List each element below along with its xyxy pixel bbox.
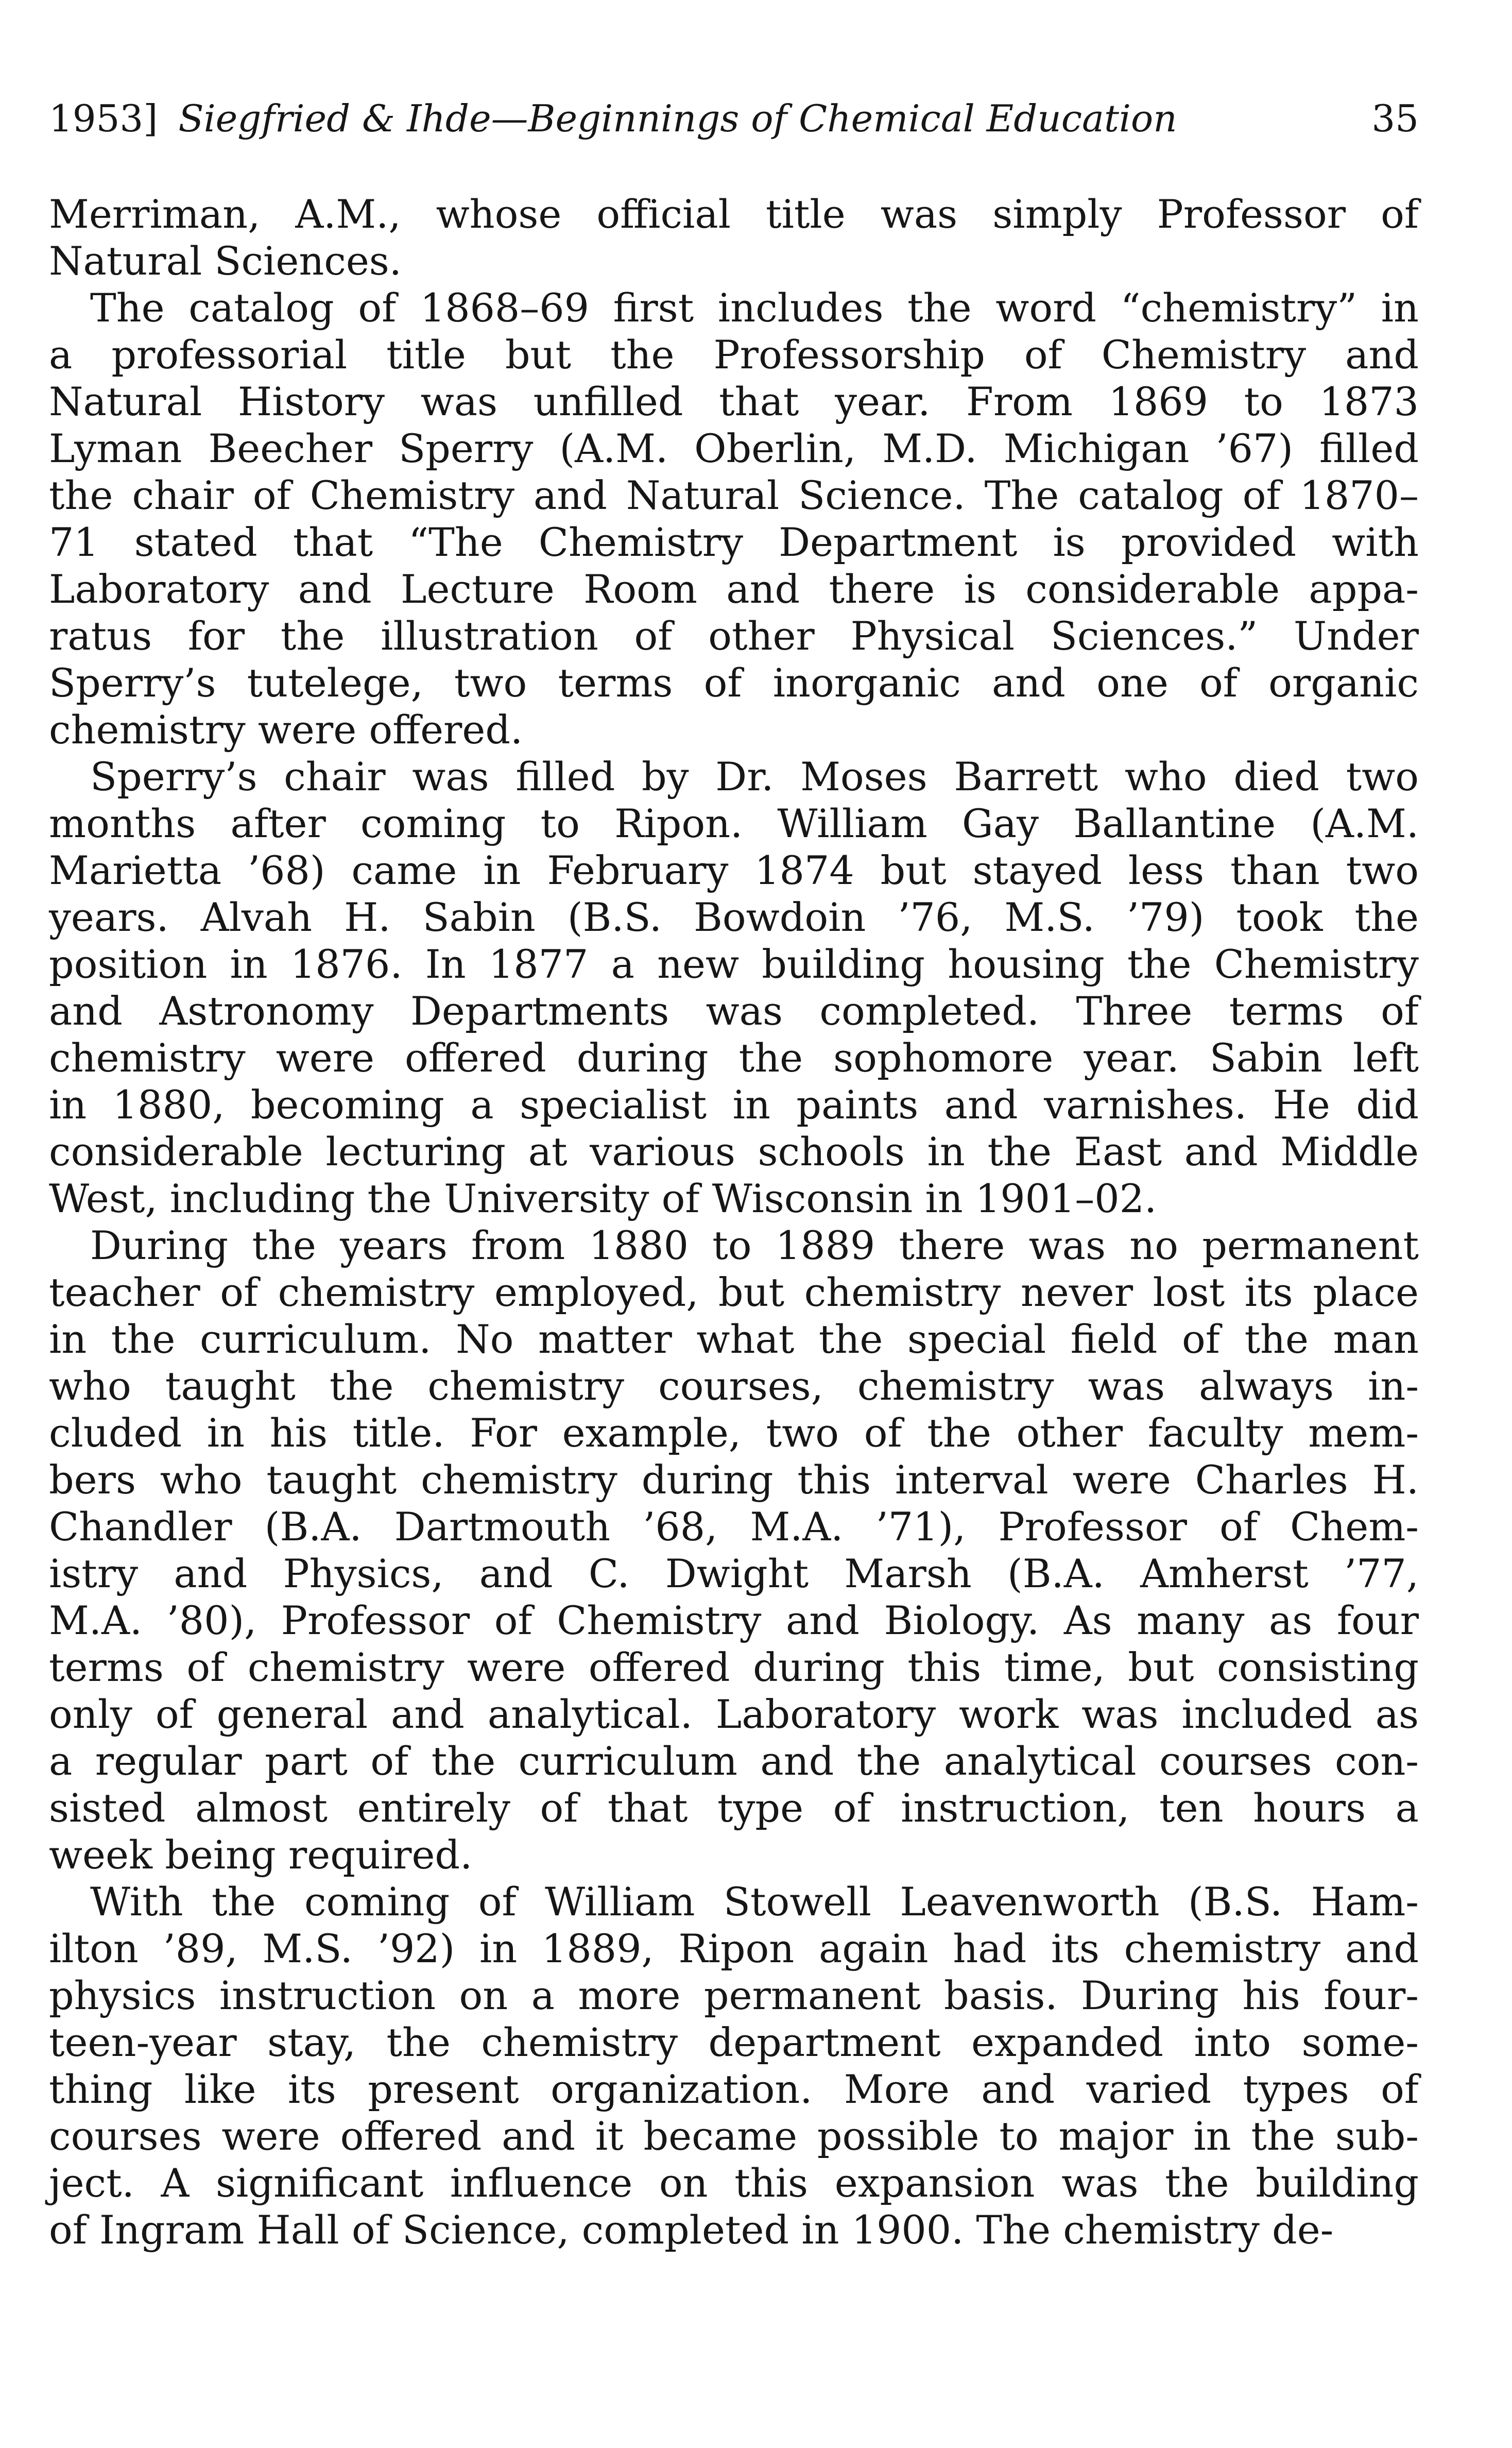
text-line: sisted almost entirely of that type of instruction, ten hours a xyxy=(49,1785,1419,1831)
text-line: ratus for the illustration of other Physical Sciences.” Under xyxy=(49,613,1419,659)
running-title: Siegfried & Ihde—Beginnings of Chemical Education xyxy=(178,97,1177,140)
header-year: 1953] xyxy=(49,97,158,140)
text-line: who taught the chemistry courses, chemistry was always in- xyxy=(49,1363,1419,1409)
text-line: thing like its present organization. More and varied types of xyxy=(49,2066,1419,2112)
text-line: 71 stated that “The Chemistry Department is provided with xyxy=(49,519,1419,565)
text-line: bers who taught chemistry during this interval were Charles H. xyxy=(49,1457,1419,1503)
text-line: The catalog of 1868–69 first includes the word “chemistry” in xyxy=(90,285,1419,331)
text-line: ilton ’89, M.S. ’92) in 1889, Ripon again had its chemistry and xyxy=(49,1926,1419,1971)
text-line: considerable lecturing at various schools in the East and Middle xyxy=(49,1129,1419,1175)
paragraph xyxy=(49,1878,1419,2253)
text-line: week being required. xyxy=(49,1832,473,1878)
text-line: teen-year stay, the chemistry department expanded into some- xyxy=(49,2019,1419,2065)
text-line: chemistry were offered during the sophomore year. Sabin left xyxy=(49,1035,1419,1081)
text-line: and Astronomy Departments was completed. Three terms of xyxy=(49,988,1419,1034)
text-line: a professorial title but the Professorship of Chemistry and xyxy=(49,332,1419,378)
text-line: courses were offered and it became possible to major in the sub- xyxy=(49,2113,1419,2159)
text-line: ject. A significant influence on this expansion was the building xyxy=(49,2160,1419,2206)
text-line: Merriman, A.M., whose official title was simply Professor of xyxy=(49,191,1419,237)
paragraph xyxy=(49,1222,1419,1878)
text-line: Natural Sciences. xyxy=(49,238,402,284)
text-line: in the curriculum. No matter what the special field of the man xyxy=(49,1316,1419,1362)
text-line: in 1880, becoming a specialist in paints and varnishes. He did xyxy=(49,1082,1419,1128)
text-line: the chair of Chemistry and Natural Science. The catalog of 1870– xyxy=(49,472,1419,518)
text-line: Lyman Beecher Sperry (A.M. Oberlin, M.D. Michigan ’67) filled xyxy=(49,426,1419,471)
text-line: chemistry were offered. xyxy=(49,707,523,753)
text-line: position in 1876. In 1877 a new building housing the Chemistry xyxy=(49,941,1419,987)
text-line: istry and Physics, and C. Dwight Marsh (B.A. Amherst ’77, xyxy=(49,1551,1419,1596)
text-line: During the years from 1880 to 1889 there was no permanent xyxy=(90,1222,1419,1268)
text-line: years. Alvah H. Sabin (B.S. Bowdoin ’76, M.S. ’79) took the xyxy=(49,894,1419,940)
text-line: only of general and analytical. Laboratory work was included as xyxy=(49,1691,1419,1737)
text-line: terms of chemistry were offered during this time, but consisting xyxy=(49,1644,1419,1690)
text-line: Natural History was unfilled that year. From 1869 to 1873 xyxy=(49,379,1419,424)
text-line: teacher of chemistry employed, but chemistry never lost its place xyxy=(49,1269,1419,1315)
text-line: of Ingram Hall of Science, completed in 1900. The chemistry de- xyxy=(49,2207,1334,2253)
text-line: Chandler (B.A. Dartmouth ’68, M.A. ’71), Professor of Chem- xyxy=(49,1504,1419,1550)
text-line: Sperry’s tutelege, two terms of inorganic and one of organic xyxy=(49,660,1419,706)
page-number: 35 xyxy=(1371,97,1419,140)
text-line: physics instruction on a more permanent basis. During his four- xyxy=(49,1973,1419,2018)
paragraph xyxy=(49,191,1419,284)
text-line: M.A. ’80), Professor of Chemistry and Biology. As many as four xyxy=(49,1597,1419,1643)
text-line: months after coming to Ripon. William Gay Ballantine (A.M. xyxy=(49,801,1419,846)
text-line: With the coming of William Stowell Leavenworth (B.S. Ham- xyxy=(90,1879,1419,1925)
paragraph xyxy=(49,284,1419,753)
body-text xyxy=(49,191,1419,2253)
text-line: Laboratory and Lecture Room and there is considerable appa- xyxy=(49,566,1419,612)
paragraph xyxy=(49,753,1419,1222)
text-line: cluded in his title. For example, two of the other faculty mem- xyxy=(49,1410,1419,1456)
text-line: Marietta ’68) came in February 1874 but stayed less than two xyxy=(49,847,1419,893)
text-line: West, including the University of Wisconsin in 1901–02. xyxy=(49,1176,1157,1221)
page-header xyxy=(49,90,1419,147)
text-line: a regular part of the curriculum and the analytical courses con- xyxy=(49,1738,1419,1784)
text-line: Sperry’s chair was filled by Dr. Moses Barrett who died two xyxy=(90,754,1419,800)
